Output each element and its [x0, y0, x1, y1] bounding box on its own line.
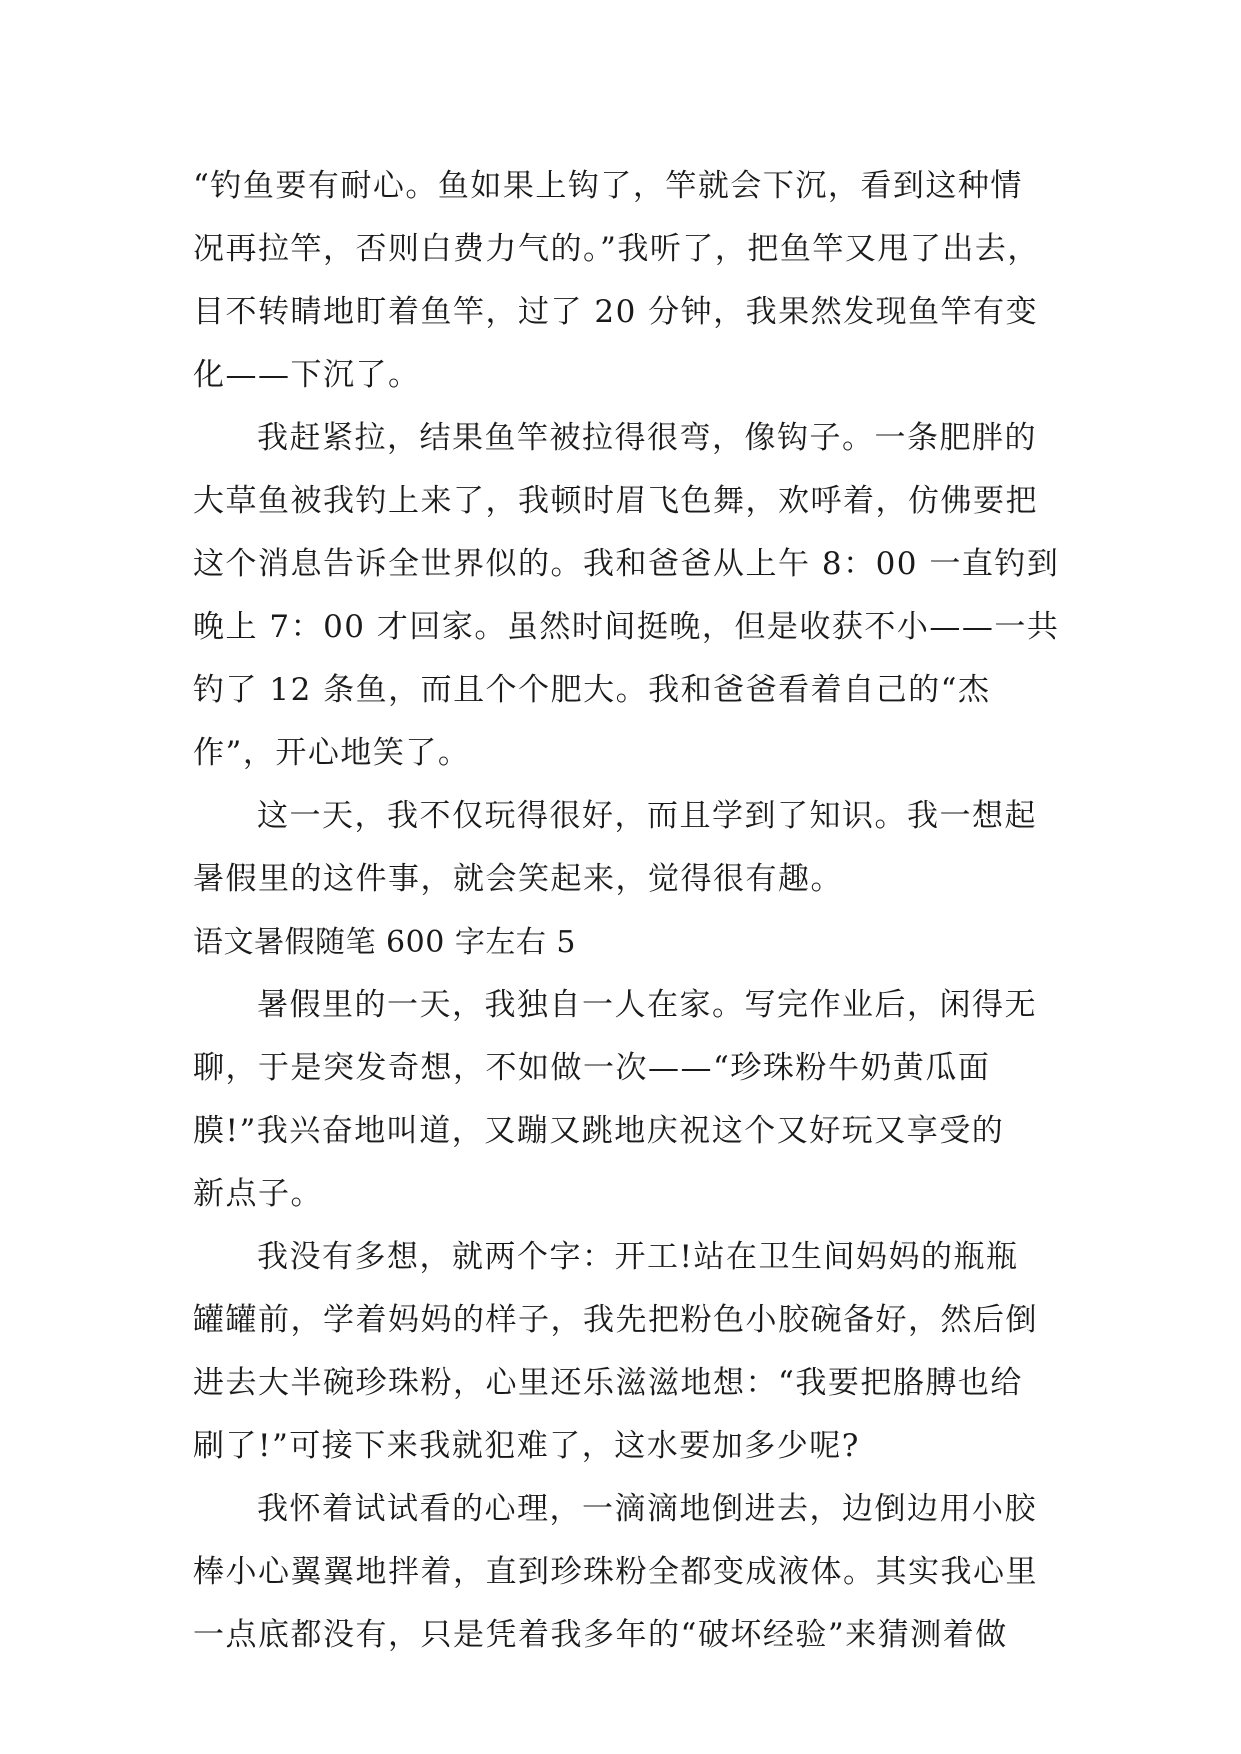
paragraph — [193, 1478, 1058, 1667]
text-line: 进去大半碗珍珠粉，心里还乐滋滋地想：“我要把胳膊也给 — [193, 1365, 1023, 1401]
paragraph — [193, 974, 1058, 1226]
text-line: 棒小心翼翼地拌着，直到珍珠粉全都变成液体。其实我心里 — [193, 1554, 1038, 1590]
text-line: 一点底都没有，只是凭着我多年的“破坏经验”来猜测着做 — [193, 1617, 1008, 1653]
text-line: 刷了!”可接下来我就犯难了，这水要加多少呢? — [193, 1428, 860, 1464]
text-line: 暑假里的这件事，就会笑起来，觉得很有趣。 — [193, 861, 843, 897]
text-line: 我没有多想，就两个字：开工!站在卫生间妈妈的瓶瓶 — [257, 1239, 1019, 1275]
text-line: 我怀着试试看的心理，一滴滴地倒进去，边倒边用小胶 — [257, 1491, 1037, 1527]
section-heading: 语文暑假随笔 600 字左右 5 — [193, 925, 576, 960]
paragraph-continuation — [193, 155, 1058, 407]
text-line: “钓鱼要有耐心。鱼如果上钩了，竿就会下沉，看到这种情 — [193, 168, 1023, 204]
paragraph — [193, 407, 1058, 785]
text-line: 晚上 7：00 才回家。虽然时间挺晚，但是收获不小——一共 — [193, 609, 1060, 645]
paragraph — [193, 785, 1058, 911]
text-line: 新点子。 — [193, 1176, 323, 1212]
paragraph — [193, 1226, 1058, 1478]
text-line: 目不转睛地盯着鱼竿，过了 20 分钟，我果然发现鱼竿有变 — [193, 294, 1039, 330]
text-line: 大草鱼被我钓上来了，我顿时眉飞色舞，欢呼着，仿佛要把 — [193, 483, 1038, 519]
text-line: 膜!”我兴奋地叫道，又蹦又跳地庆祝这个又好玩又享受的 — [193, 1113, 1005, 1149]
document-page — [193, 155, 1058, 1667]
text-line: 化——下沉了。 — [193, 357, 421, 393]
text-line: 罐罐前，学着妈妈的样子，我先把粉色小胶碗备好，然后倒 — [193, 1302, 1038, 1338]
text-line: 钓了 12 条鱼，而且个个肥大。我和爸爸看着自己的“杰 — [193, 672, 991, 708]
text-line: 这一天，我不仅玩得很好，而且学到了知识。我一想起 — [257, 798, 1037, 834]
text-line: 况再拉竿，否则白费力气的。”我听了，把鱼竿又甩了出去， — [193, 231, 1040, 267]
text-line: 作”，开心地笑了。 — [193, 735, 471, 771]
text-line: 我赶紧拉，结果鱼竿被拉得很弯，像钩子。一条肥胖的 — [257, 420, 1037, 456]
text-line: 暑假里的一天，我独自一人在家。写完作业后，闲得无 — [257, 987, 1037, 1023]
text-line: 聊，于是突发奇想，不如做一次——“珍珠粉牛奶黄瓜面 — [193, 1050, 991, 1086]
text-line: 这个消息告诉全世界似的。我和爸爸从上午 8：00 一直钓到 — [193, 546, 1060, 582]
